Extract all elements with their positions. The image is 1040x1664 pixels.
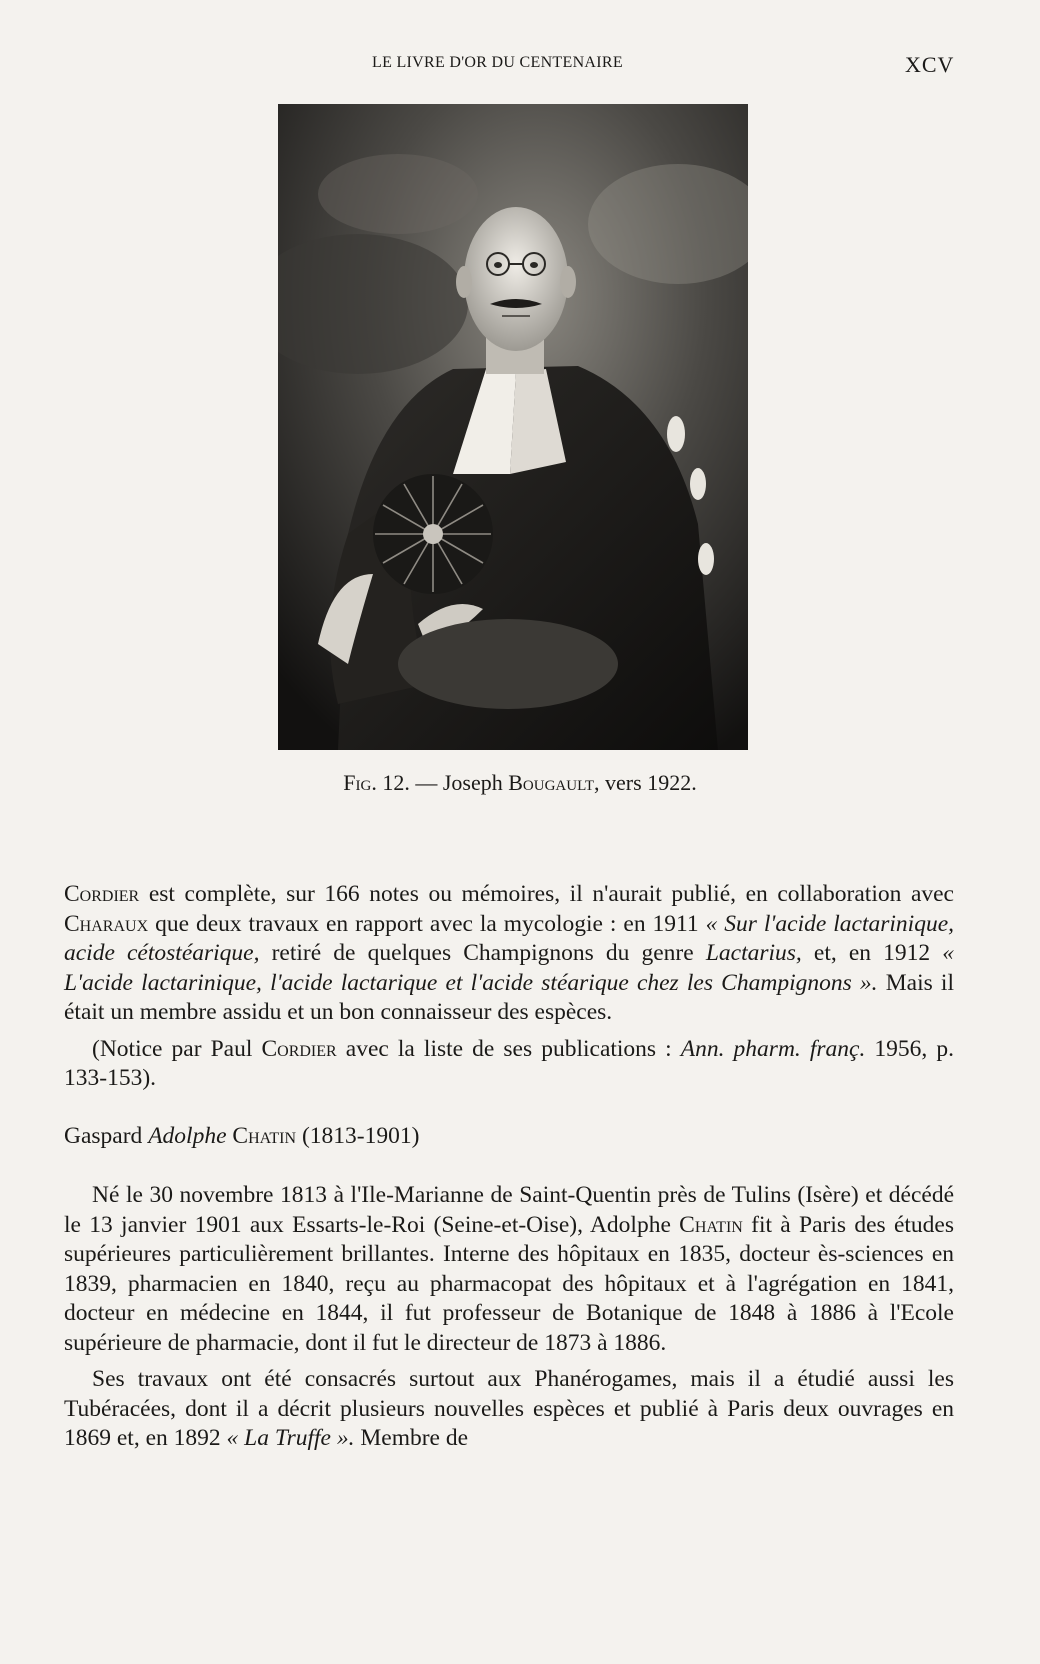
text-run: fit à Paris des études supérieures particulièrement brillantes. Interne des hôpitaux en 1835, docteur ès-sciences en 1839, pharmacien en 1840, reçu au pharmacopat des hôpitaux et à l'agrégation en 1841, docteur en médecine en 1844, il fut professeur de Botanique de 1848 à 1886 à l'Ecole supérieure de pharmacie, dont il fut le directeur de 1873 à 1886. [64,1211,954,1356]
author-name: Chatin [679,1211,743,1238]
text-run: Ses travaux ont été consacrés surtout aux Phanérogames, mais il a étudié aussi les Tubéracées, dont il a décrit plusieurs nouvelles espèces et publié à Paris deux ouvrages en 1869 et, en 1892 [64,1366,954,1451]
paragraph-biography [64,1181,954,1358]
figure-person-last-name: Bougault [508,770,595,795]
text-run: 1956, p. 133-153). [64,1035,955,1091]
running-title: LE LIVRE D'OR DU CENTENAIRE [372,54,623,71]
figure-date: , vers 1922. [594,770,697,795]
running-head [0,52,1040,82]
figure-label: Fig. 12. — [343,770,438,795]
publication-title: « L'acide lactarinique, l'acide lactarique et l'acide stéarique chez les Champignons ». [64,940,955,996]
text-run: Né le 30 novembre 1813 à l'Ile-Marianne de Saint-Quentin près de Tulins (Isère) et décédé le 13 janvier 1901 aux Essarts-le-Roi (Seine-et-Oise), Adolphe [64,1182,954,1238]
page-number: XCV [905,52,955,77]
text-run: Mais il était un membre assidu et un bon connaisseur des espèces. [64,969,954,1025]
portrait-image [278,104,748,750]
genus-name: Lactarius, [705,940,802,966]
journal-title: Ann. pharm. franç. [680,1035,866,1062]
paragraph-cordier [64,880,954,1028]
author-name: Cordier [261,1035,337,1062]
publication-title: « La Truffe ». [226,1425,355,1451]
text-run: avec la liste de ses publications : [336,1035,681,1062]
heading-dates: (1813-1901) [296,1122,420,1149]
text-run: que deux travaux en rapport avec la mycologie : en 1911 [148,910,706,937]
portrait-photograph [278,104,748,750]
figure-person-first-name: Joseph [442,770,503,795]
paragraph-notice [64,1035,954,1094]
text-run: retiré de quelques Champignons du genre [259,940,706,966]
publication-title: « Sur l'acide lactarinique, acide cétostéarique, [64,910,955,966]
paragraph-works [64,1365,954,1454]
author-name: Cordier [64,881,140,907]
text-run: et, en 1912 [801,940,943,966]
heading-first-name: Gaspard [64,1122,149,1149]
figure-caption [300,770,740,796]
text-run: est complète, sur 166 notes ou mémoires, il n'aurait publié, en collaboration avec [139,881,954,907]
author-name: Charaux [64,910,149,937]
text-run: Membre de [354,1425,469,1451]
heading-surname: Chatin [226,1122,297,1149]
heading-given-name: Adolphe [148,1122,227,1149]
text-run: (Notice par Paul [92,1035,262,1062]
section-heading-chatin [64,1122,954,1152]
body-text [64,880,954,1454]
